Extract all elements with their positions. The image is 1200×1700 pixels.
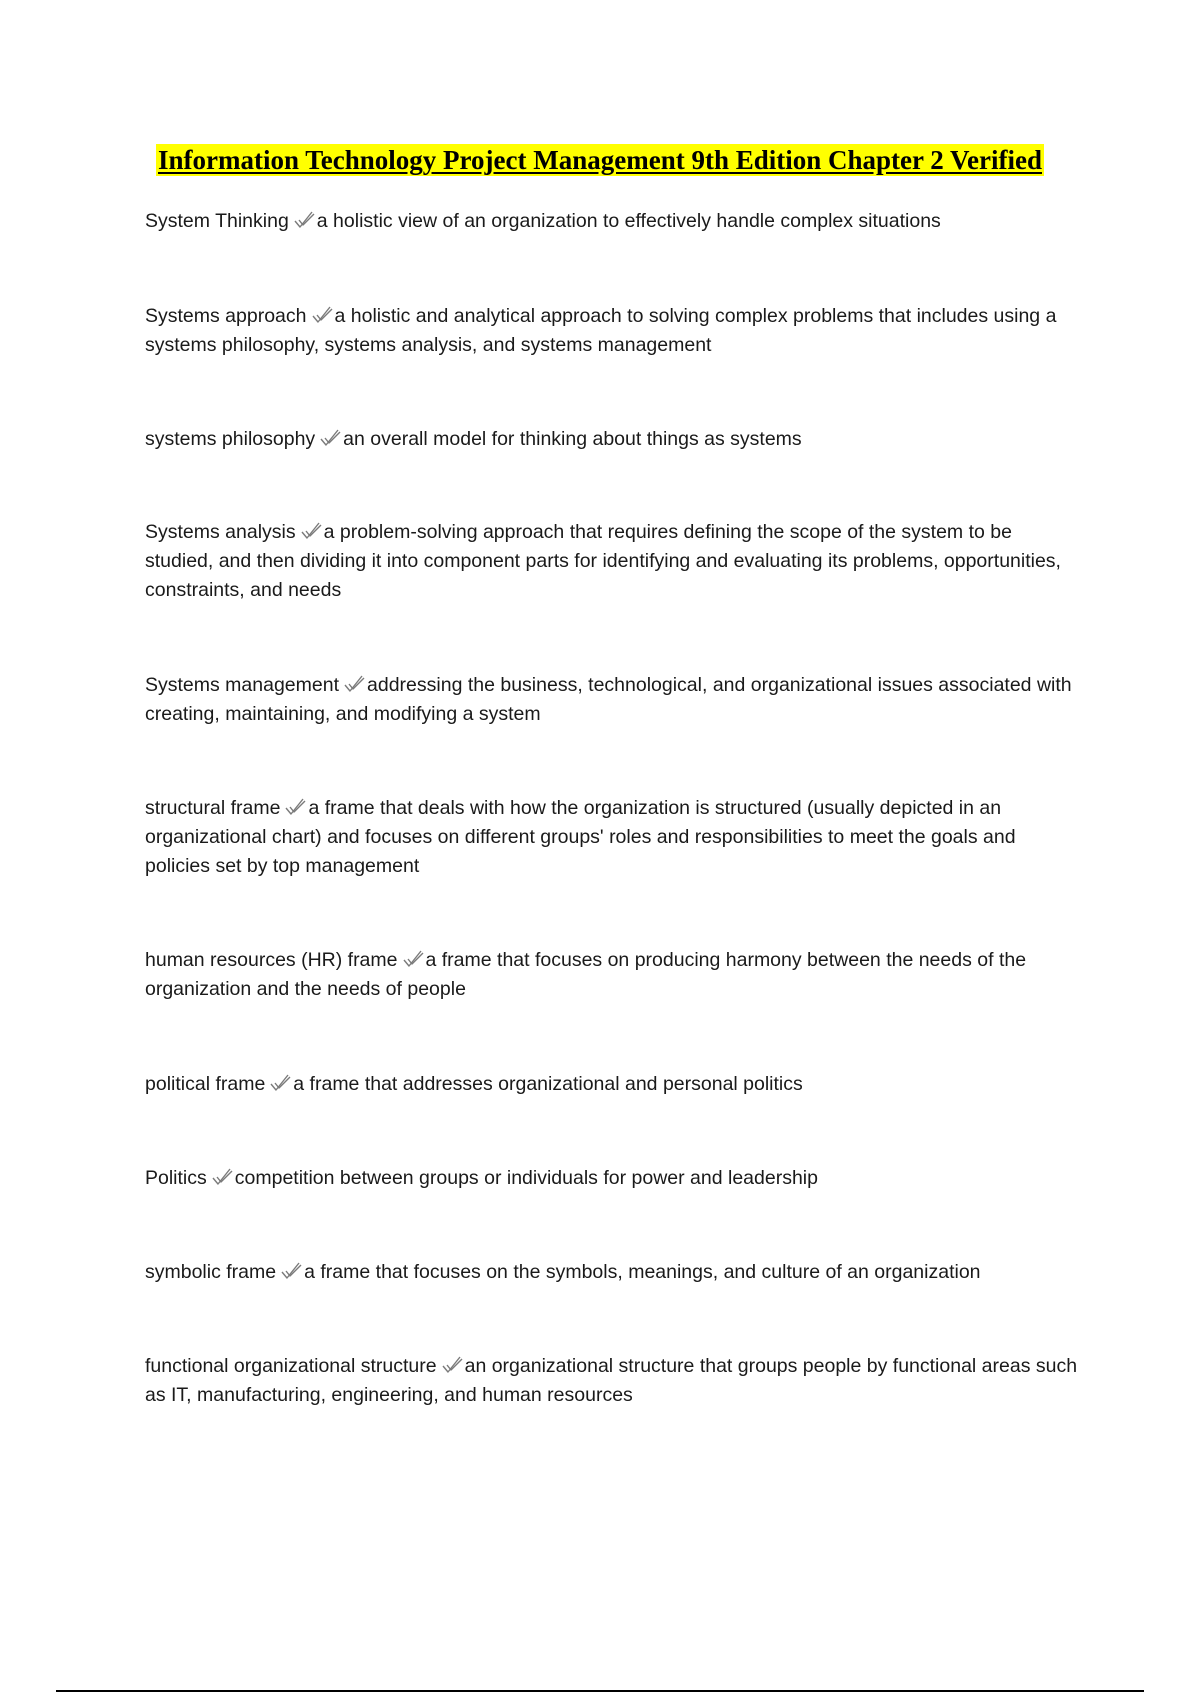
glossary-entry (145, 302, 1085, 360)
page-title: Information Technology Project Management 9th Edition Chapter 2 Verified (158, 145, 1042, 175)
double-checkmark-icon (300, 521, 323, 541)
glossary-entry (145, 518, 1085, 605)
double-checkmark-icon (211, 1167, 234, 1187)
double-checkmark-icon (402, 949, 425, 969)
glossary-entry (145, 207, 1085, 236)
entry-term: System Thinking (145, 210, 289, 232)
glossary-entry (145, 671, 1085, 729)
entry-definition: addressing the business, technological, and organizational issues associated with creating, maintaining, and modifying a system (145, 674, 1072, 725)
double-checkmark-icon (280, 1261, 303, 1281)
footer-divider (56, 1690, 1144, 1692)
title-block (0, 144, 1200, 176)
entry-term: systems philosophy (145, 428, 316, 450)
entry-definition: competition between groups or individuals for power and leadership (234, 1167, 818, 1189)
glossary-entry (145, 1258, 1085, 1287)
entry-term: Systems analysis (145, 521, 296, 543)
entry-term: symbolic frame (145, 1261, 277, 1283)
entry-definition: an overall model for thinking about things as systems (343, 428, 802, 450)
glossary-entry (145, 425, 1085, 454)
glossary-entry (145, 794, 1085, 881)
double-checkmark-icon (269, 1073, 292, 1093)
entry-definition: a frame that focuses on the symbols, meanings, and culture of an organization (304, 1261, 981, 1283)
double-checkmark-icon (311, 305, 334, 325)
entry-term: political frame (145, 1073, 266, 1095)
entry-term: structural frame (145, 797, 281, 819)
double-checkmark-icon (284, 797, 307, 817)
double-checkmark-icon (319, 428, 342, 448)
entry-term: Systems approach (145, 305, 307, 327)
entry-definition: a frame that addresses organizational and personal politics (293, 1073, 803, 1095)
entry-definition: a frame that deals with how the organization is structured (usually depicted in an organizational chart) and focuses on different groups' roles and responsibilities to meet the goals and policies set by top management (145, 797, 1016, 877)
double-checkmark-icon (441, 1355, 464, 1375)
glossary-entry (145, 1070, 1085, 1099)
entry-term: Politics (145, 1167, 207, 1189)
double-checkmark-icon (343, 674, 366, 694)
double-checkmark-icon (293, 210, 316, 230)
entry-definition: an organizational structure that groups people by functional areas such as IT, manufacturing, engineering, and human resources (145, 1355, 1078, 1406)
entry-term: Systems management (145, 674, 340, 696)
glossary-entry (145, 1352, 1085, 1410)
entry-definition: a holistic and analytical approach to solving complex problems that includes using a systems philosophy, systems analysis, and systems management (145, 305, 1057, 356)
entry-definition: a holistic view of an organization to effectively handle complex situations (316, 210, 941, 232)
entry-definition: a frame that focuses on producing harmony between the needs of the organization and the needs of people (145, 949, 1027, 1000)
glossary-entry (145, 946, 1085, 1004)
entry-term: human resources (HR) frame (145, 949, 398, 971)
entry-term: functional organizational structure (145, 1355, 437, 1377)
entry-definition: a problem-solving approach that requires defining the scope of the system to be studied, and then dividing it into component parts for identifying and evaluating its problems, opportunities, constraints, and needs (145, 521, 1061, 601)
glossary-entry (145, 1164, 1085, 1193)
